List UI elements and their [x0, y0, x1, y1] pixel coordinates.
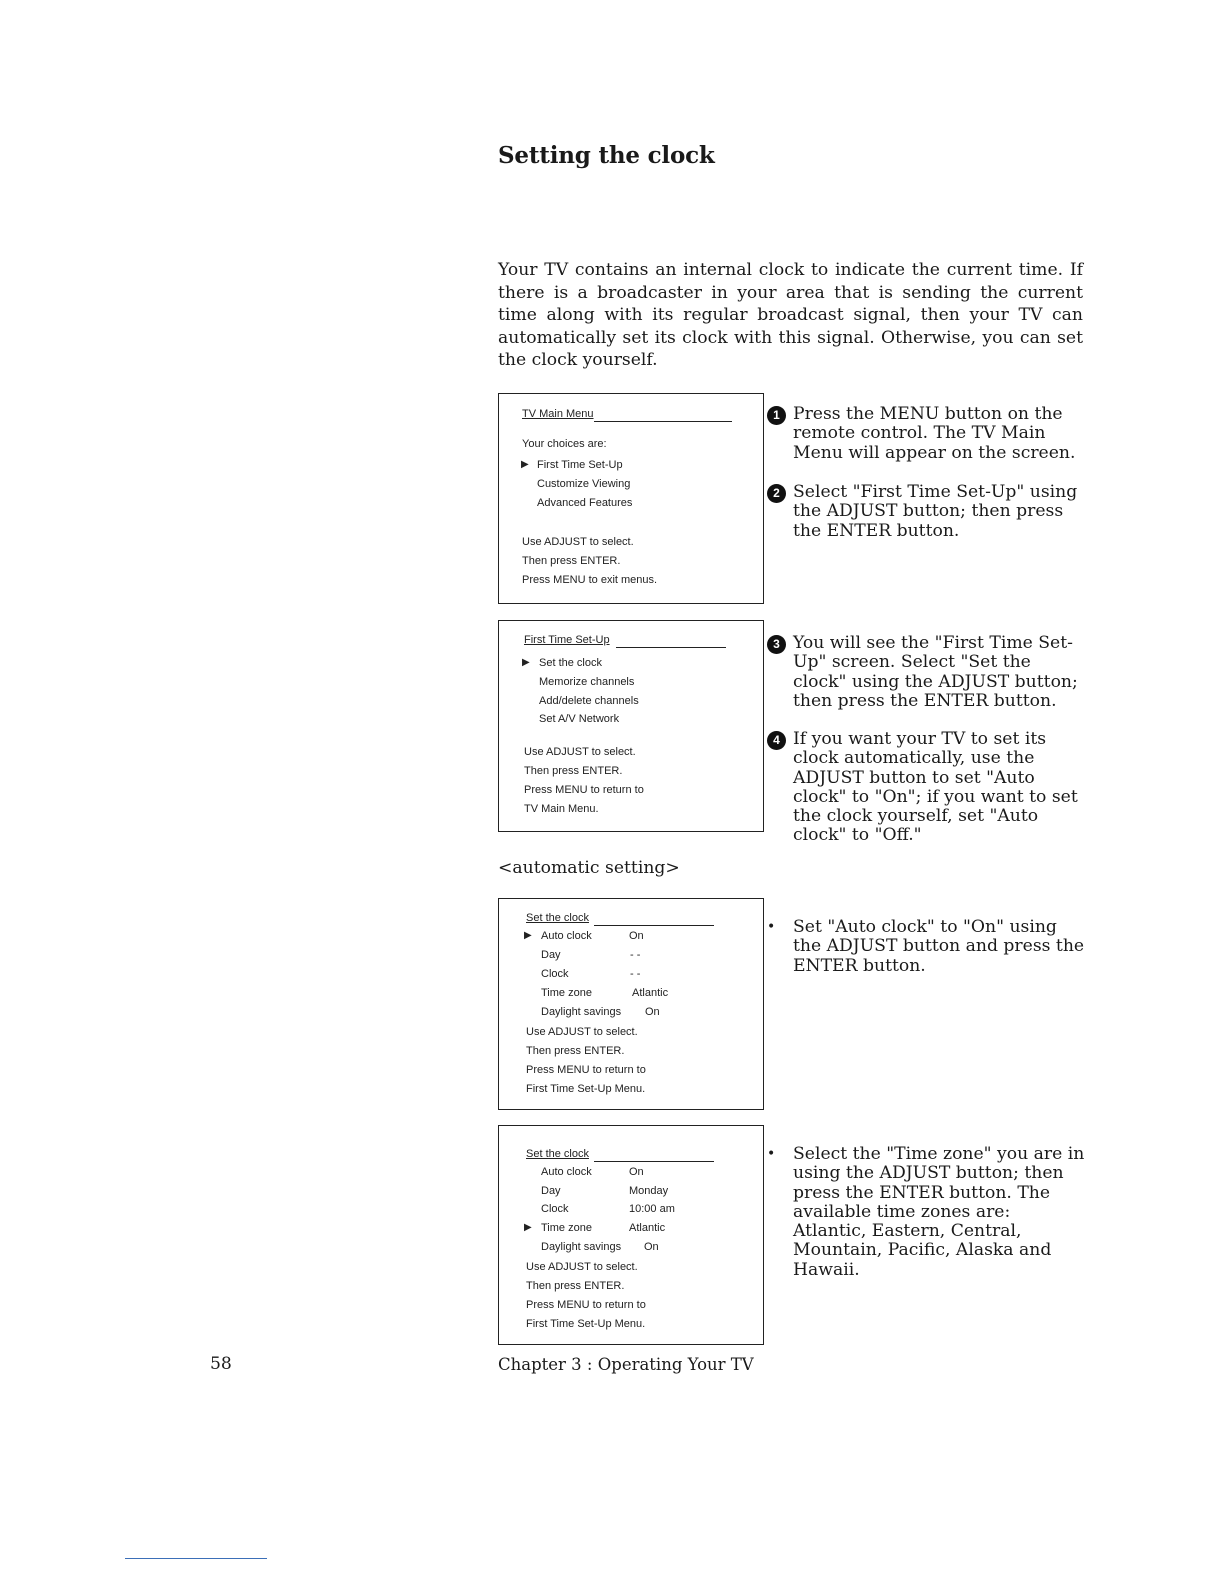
menu-help: Then press ENTER.: [522, 555, 621, 567]
menu-title: TV Main Menu: [522, 408, 594, 420]
menu-title-rule: [616, 647, 726, 648]
page-number: 58: [210, 1354, 232, 1374]
menu-item: Add/delete channels: [539, 695, 639, 707]
bullet-text: Set "Auto clock" to "On" using the ADJUST button and press the ENTER button.: [793, 917, 1085, 976]
setting-label: Clock: [541, 968, 569, 980]
menu-item: Advanced Features: [537, 497, 633, 509]
menu-help: Use ADJUST to select.: [522, 536, 634, 548]
menu-help: Use ADJUST to select.: [526, 1026, 638, 1038]
menu-help: First Time Set-Up Menu.: [526, 1083, 646, 1095]
menu-item: Memorize channels: [539, 676, 635, 688]
step-number-icon: 4: [767, 731, 786, 750]
step-text: If you want your TV to set its clock automatically, use the ADJUST button to set "Auto clock" to "On"; if you want to set the clock yourself, set "Auto clock" to "Off.": [793, 729, 1078, 846]
setting-label: Auto clock: [541, 930, 592, 942]
step-number-icon: 2: [767, 484, 786, 503]
setting-label: Day: [541, 1185, 561, 1197]
first-time-setup-screen: [498, 620, 764, 832]
selection-arrow-icon: ▶: [524, 1222, 532, 1233]
menu-help: First Time Set-Up Menu.: [526, 1318, 646, 1330]
menu-help: Then press ENTER.: [524, 765, 623, 777]
menu-help: Use ADJUST to select.: [526, 1261, 638, 1273]
step-number-icon: 1: [767, 406, 786, 425]
menu-item: First Time Set-Up: [537, 459, 623, 471]
setting-label: Auto clock: [541, 1166, 592, 1178]
menu-help: TV Main Menu.: [524, 803, 599, 815]
tv-main-menu-screen: [498, 393, 764, 604]
setting-label: Daylight savings: [541, 1241, 622, 1253]
menu-item: Customize Viewing: [537, 478, 631, 490]
setting-value: - -: [630, 949, 641, 961]
menu-item: Set the clock: [539, 657, 602, 669]
setting-label: Day: [541, 949, 561, 961]
menu-help: Press MENU to return to: [526, 1064, 646, 1076]
bottom-rule: [125, 1558, 267, 1559]
bullet-text: Select the "Time zone" you are in using the ADJUST button; then press the ENTER button. The available time zones are: Atlantic, Eastern, Central, Mountain, Pacific, Alaska and Hawaii.: [793, 1144, 1085, 1280]
menu-item: Set A/V Network: [539, 713, 620, 725]
setting-label: Clock: [541, 1203, 569, 1215]
setting-value: On: [644, 1241, 659, 1253]
selection-arrow-icon: ▶: [522, 657, 530, 668]
menu-help: Then press ENTER.: [526, 1280, 625, 1292]
page-title: Setting the clock: [498, 142, 715, 169]
set-clock-auto-screen: [498, 898, 764, 1110]
selection-arrow-icon: ▶: [524, 930, 532, 941]
menu-title: Set the clock: [526, 912, 589, 924]
bullet-icon: •: [767, 919, 776, 935]
menu-help: Press MENU to return to: [526, 1299, 646, 1311]
step-text: You will see the "First Time Set-Up" screen. Select "Set the clock" using the ADJUST button; then press the ENTER button.: [793, 633, 1078, 711]
setting-value: On: [645, 1006, 660, 1018]
menu-help: Use ADJUST to select.: [524, 746, 636, 758]
intro-paragraph: Your TV contains an internal clock to indicate the current time. If there is a broadcaster in your area that is sending the current time along with its regular broadcast signal, then your TV can automatically set its clock with this signal. Otherwise, you can set the clock yourself.: [498, 260, 1083, 371]
setting-label: Time zone: [541, 987, 592, 999]
setting-value: 10:00 am: [629, 1203, 675, 1215]
menu-title-rule: [594, 1161, 714, 1162]
step-text: Select "First Time Set-Up" using the ADJUST button; then press the ENTER button.: [793, 482, 1078, 541]
menu-prompt: Your choices are:: [522, 438, 607, 450]
step-number-icon: 3: [767, 635, 786, 654]
step-text: Press the MENU button on the remote control. The TV Main Menu will appear on the screen.: [793, 404, 1076, 463]
menu-title: Set the clock: [526, 1148, 589, 1160]
setting-value: Monday: [629, 1185, 669, 1197]
menu-help: Press MENU to return to: [524, 784, 644, 796]
bullet-icon: •: [767, 1146, 776, 1162]
menu-help: Then press ENTER.: [526, 1045, 625, 1057]
setting-value: Atlantic: [632, 987, 669, 999]
chapter-footer: Chapter 3 : Operating Your TV: [498, 1355, 754, 1374]
setting-label: Daylight savings: [541, 1006, 622, 1018]
setting-value: On: [629, 930, 644, 942]
menu-title-rule: [594, 421, 732, 422]
menu-title: First Time Set-Up: [524, 634, 610, 646]
set-clock-timezone-screen: [498, 1125, 764, 1345]
menu-title-rule: [594, 925, 714, 926]
setting-value: Atlantic: [629, 1222, 666, 1234]
selection-arrow-icon: ▶: [521, 459, 529, 470]
setting-label: Time zone: [541, 1222, 592, 1234]
setting-value: - -: [630, 968, 641, 980]
setting-value: On: [629, 1166, 644, 1178]
menu-help: Press MENU to exit menus.: [522, 574, 658, 586]
automatic-setting-subhead: <automatic setting>: [498, 858, 680, 878]
